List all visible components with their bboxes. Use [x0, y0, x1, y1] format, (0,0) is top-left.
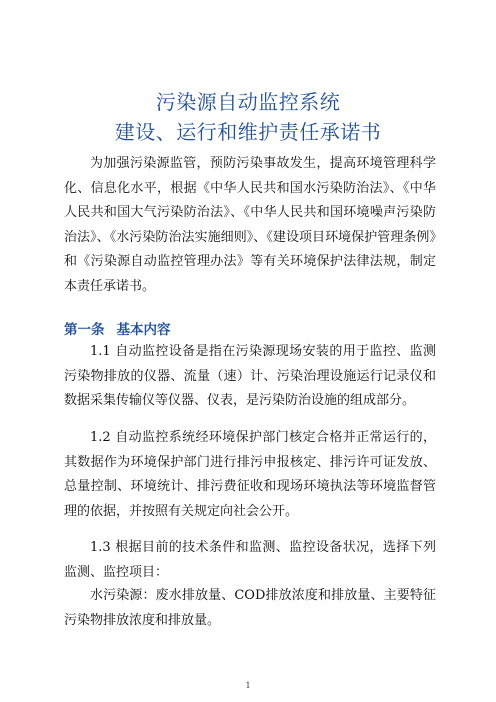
intro-paragraph: 为加强污染源监管，预防污染事故发生，提高环境管理科学化、信息化水平，根据《中华人民共和国水污染防治法》、《中华人民共和国大气污染防治法》、《中华人民共和国环境噪声污染防治法》、《水污染防治法实施细则》、《建设项目环境保护管理条例》和《污染源自动监控管理办法》等有关环境保护法律法规，制定本责任承诺书。	[64, 156, 436, 294]
article-title: 基本内容	[116, 322, 171, 338]
page-number: 1	[245, 681, 251, 690]
article-1-heading	[64, 318, 171, 338]
water-pollution-source-paragraph: 水污染源：废水排放量、COD排放浓度和排放量、主要特征污染物排放浓度和排放量。	[64, 588, 436, 628]
document-title-line-2: 建设、运行和维护责任承诺书	[114, 120, 382, 144]
clause-1-3: 1.3 根据目前的技术条件和监测、监控设备状况，选择下列监测、监控项目：	[64, 540, 436, 580]
clause-1-1: 1.1 自动监控设备是指在污染源现场安装的用于监控、监测污染物排放的仪器、流量（速）计、污染治理设施运行记录仪和数据采集传输仪等仪器、仪表，是污染防治设施的组成部分。	[64, 344, 436, 408]
clause-1-2: 1.2 自动监控系统经环境保护部门核定合格并正常运行的，其数据作为环境保护部门进行排污申报核定、排污许可证发放、总量控制、环境统计、排污费征收和现场环境执法等环境监督管理的依据，并按照有关规定向社会公开。	[64, 430, 436, 519]
article-number: 第一条	[64, 322, 105, 338]
document-title-line-1: 污染源自动监控系统	[155, 90, 341, 114]
